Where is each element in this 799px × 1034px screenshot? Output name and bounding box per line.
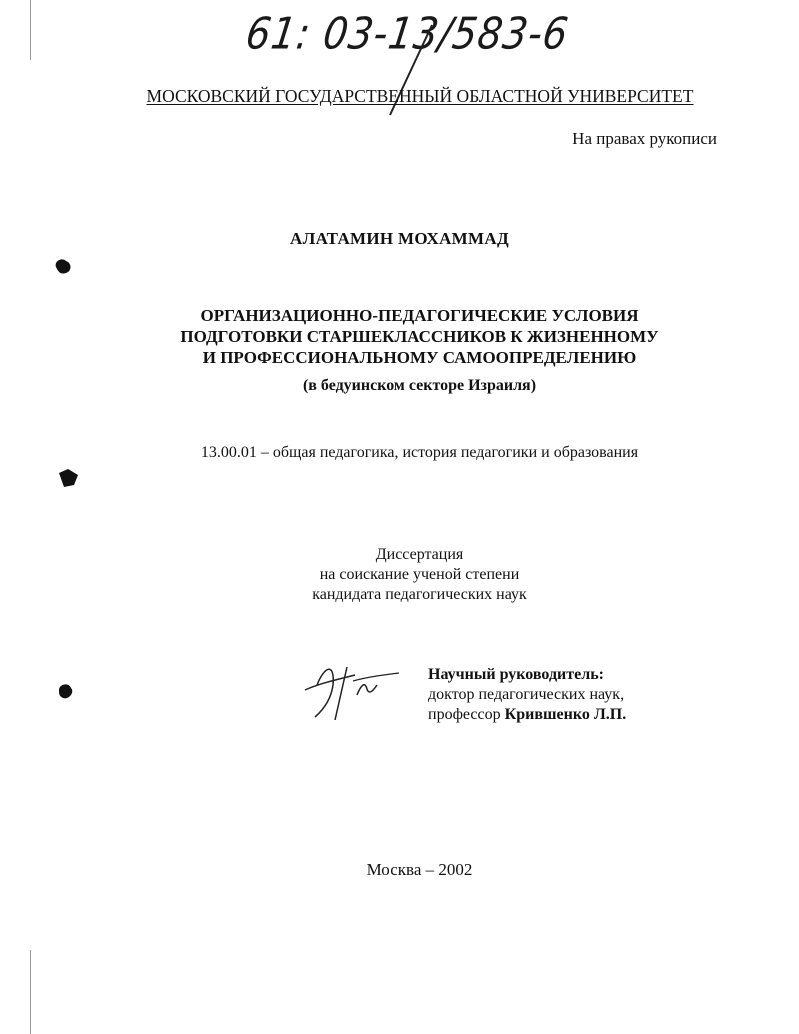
scan-blot-icon xyxy=(55,680,77,702)
signature-icon xyxy=(295,655,405,725)
degree-line: кандидата педагогических наук xyxy=(312,586,527,603)
supervisor-degree: доктор педагогических наук, xyxy=(428,686,625,703)
scan-blot-icon xyxy=(56,465,82,491)
supervisor-name: Крившенко Л.П. xyxy=(504,706,627,723)
title-line: И ПРОФЕССИОНАЛЬНОМУ САМООПРЕДЕЛЕНИЮ xyxy=(202,348,637,367)
degree-statement xyxy=(20,545,799,605)
supervisor-block xyxy=(428,665,626,725)
supervisor-label: Научный руководитель: xyxy=(428,666,604,683)
degree-line: Диссертация xyxy=(375,546,464,563)
dissertation-subtitle: (в бедуинском секторе Израиля) xyxy=(302,377,537,394)
scan-edge-line xyxy=(30,950,31,1034)
title-line: ПОДГОТОВКИ СТАРШЕКЛАССНИКОВ К ЖИЗНЕННОМУ xyxy=(180,327,659,346)
city-year: Москва – 2002 xyxy=(366,860,473,879)
handwritten-registration-code: 61: 03-13/583-6 xyxy=(242,8,572,59)
university-name: МОСКОВСКИЙ ГОСУДАРСТВЕННЫЙ ОБЛАСТНОЙ УНИВЕРСИТЕТ xyxy=(146,86,694,106)
scan-blot-icon xyxy=(52,255,74,277)
author-name: АЛАТАМИН МОХАММАД xyxy=(290,229,509,248)
scan-edge-line xyxy=(30,0,31,60)
supervisor-title-line xyxy=(428,705,626,725)
rights-note: На правах рукописи xyxy=(572,129,717,148)
degree-line: на соискание ученой степени xyxy=(319,566,520,583)
dissertation-title xyxy=(20,305,799,368)
specialty-code: 13.00.01 – общая педагогика, история педагогики и образования xyxy=(200,444,639,461)
title-line: ОРГАНИЗАЦИОННО-ПЕДАГОГИЧЕСКИЕ УСЛОВИЯ xyxy=(200,306,639,325)
supervisor-position: профессор xyxy=(428,706,501,723)
